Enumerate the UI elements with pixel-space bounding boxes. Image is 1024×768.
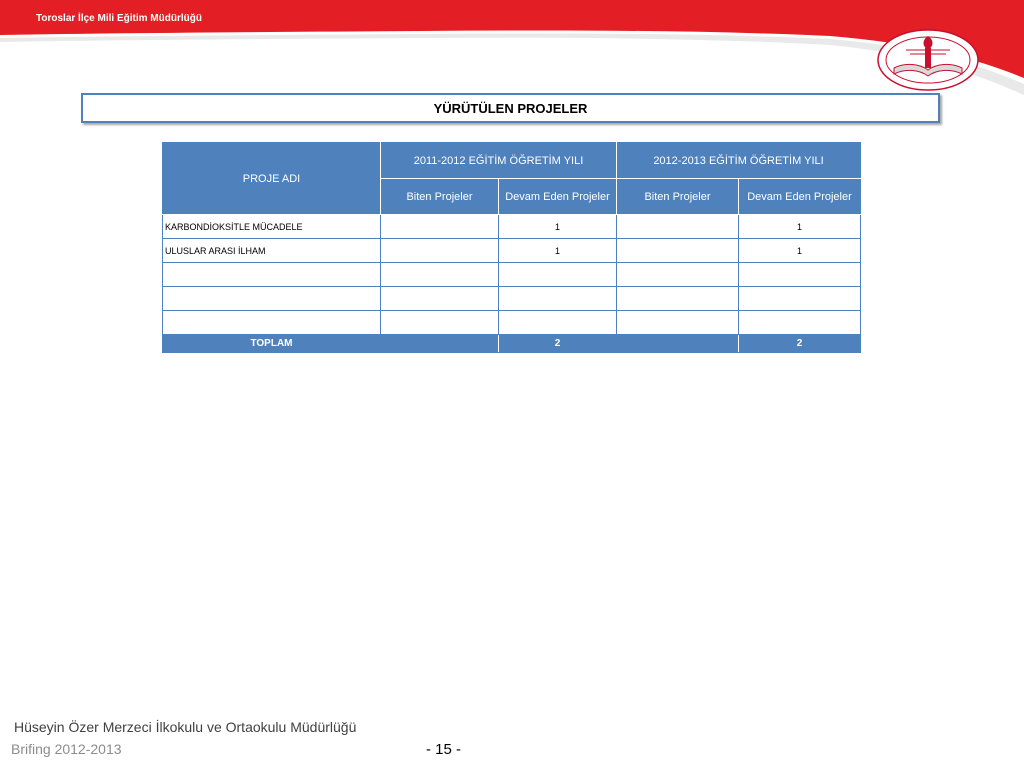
table-row: [163, 239, 861, 263]
y1-finished-value: [381, 263, 499, 287]
ministry-logo-icon: [876, 28, 980, 92]
footer-briefing: Brifing 2012-2013: [11, 741, 122, 757]
footer-school-name: Hüseyin Özer Merzeci İlkokulu ve Ortaokulu Müdürlüğü: [14, 719, 357, 735]
y2-ongoing-value: [739, 287, 861, 311]
total-row: [163, 335, 861, 353]
total-y2-finished: [617, 335, 739, 353]
projects-table: [162, 142, 861, 353]
page-number: - 15 -: [426, 741, 462, 758]
y1-ongoing-value: 1: [499, 239, 617, 263]
y1-finished-value: [381, 311, 499, 335]
y1-finished-header: Biten Projeler: [381, 179, 499, 215]
y2-ongoing-header: Devam Eden Projeler: [739, 179, 861, 215]
y2-ongoing-value: [739, 263, 861, 287]
table-row: [163, 311, 861, 335]
y1-ongoing-value: [499, 263, 617, 287]
total-y1-ongoing: 2: [499, 335, 617, 353]
project-name: [163, 263, 381, 287]
banner-title: Toroslar İlçe Mili Eğitim Müdürlüğü: [36, 13, 202, 24]
table-row: [163, 215, 861, 239]
y1-finished-value: [381, 287, 499, 311]
year2-header: 2012-2013 EĞİTİM ÖĞRETİM YILI: [617, 143, 861, 179]
y1-ongoing-value: [499, 287, 617, 311]
project-name: KARBONDİOKSİTLE MÜCADELE: [163, 215, 381, 239]
total-y2-ongoing: 2: [739, 335, 861, 353]
project-name: [163, 311, 381, 335]
table-row: [163, 287, 861, 311]
col-project-header: PROJE ADI: [163, 143, 381, 215]
project-name: ULUSLAR ARASI İLHAM: [163, 239, 381, 263]
y2-finished-value: [617, 239, 739, 263]
y1-ongoing-value: [499, 311, 617, 335]
y1-ongoing-header: Devam Eden Projeler: [499, 179, 617, 215]
y1-finished-value: [381, 239, 499, 263]
y2-finished-value: [617, 263, 739, 287]
y2-ongoing-value: 1: [739, 215, 861, 239]
y2-ongoing-value: 1: [739, 239, 861, 263]
y2-ongoing-value: [739, 311, 861, 335]
year1-header: 2011-2012 EĞİTİM ÖĞRETİM YILI: [381, 143, 617, 179]
y2-finished-value: [617, 287, 739, 311]
table-row: [163, 263, 861, 287]
total-label: TOPLAM: [163, 335, 381, 353]
table-header-row-years: [163, 143, 861, 179]
y1-finished-value: [381, 215, 499, 239]
project-name: [163, 287, 381, 311]
y2-finished-value: [617, 311, 739, 335]
y1-ongoing-value: 1: [499, 215, 617, 239]
slide-title: YÜRÜTÜLEN PROJELER: [81, 93, 940, 123]
y2-finished-header: Biten Projeler: [617, 179, 739, 215]
total-y1-finished: [381, 335, 499, 353]
y2-finished-value: [617, 215, 739, 239]
